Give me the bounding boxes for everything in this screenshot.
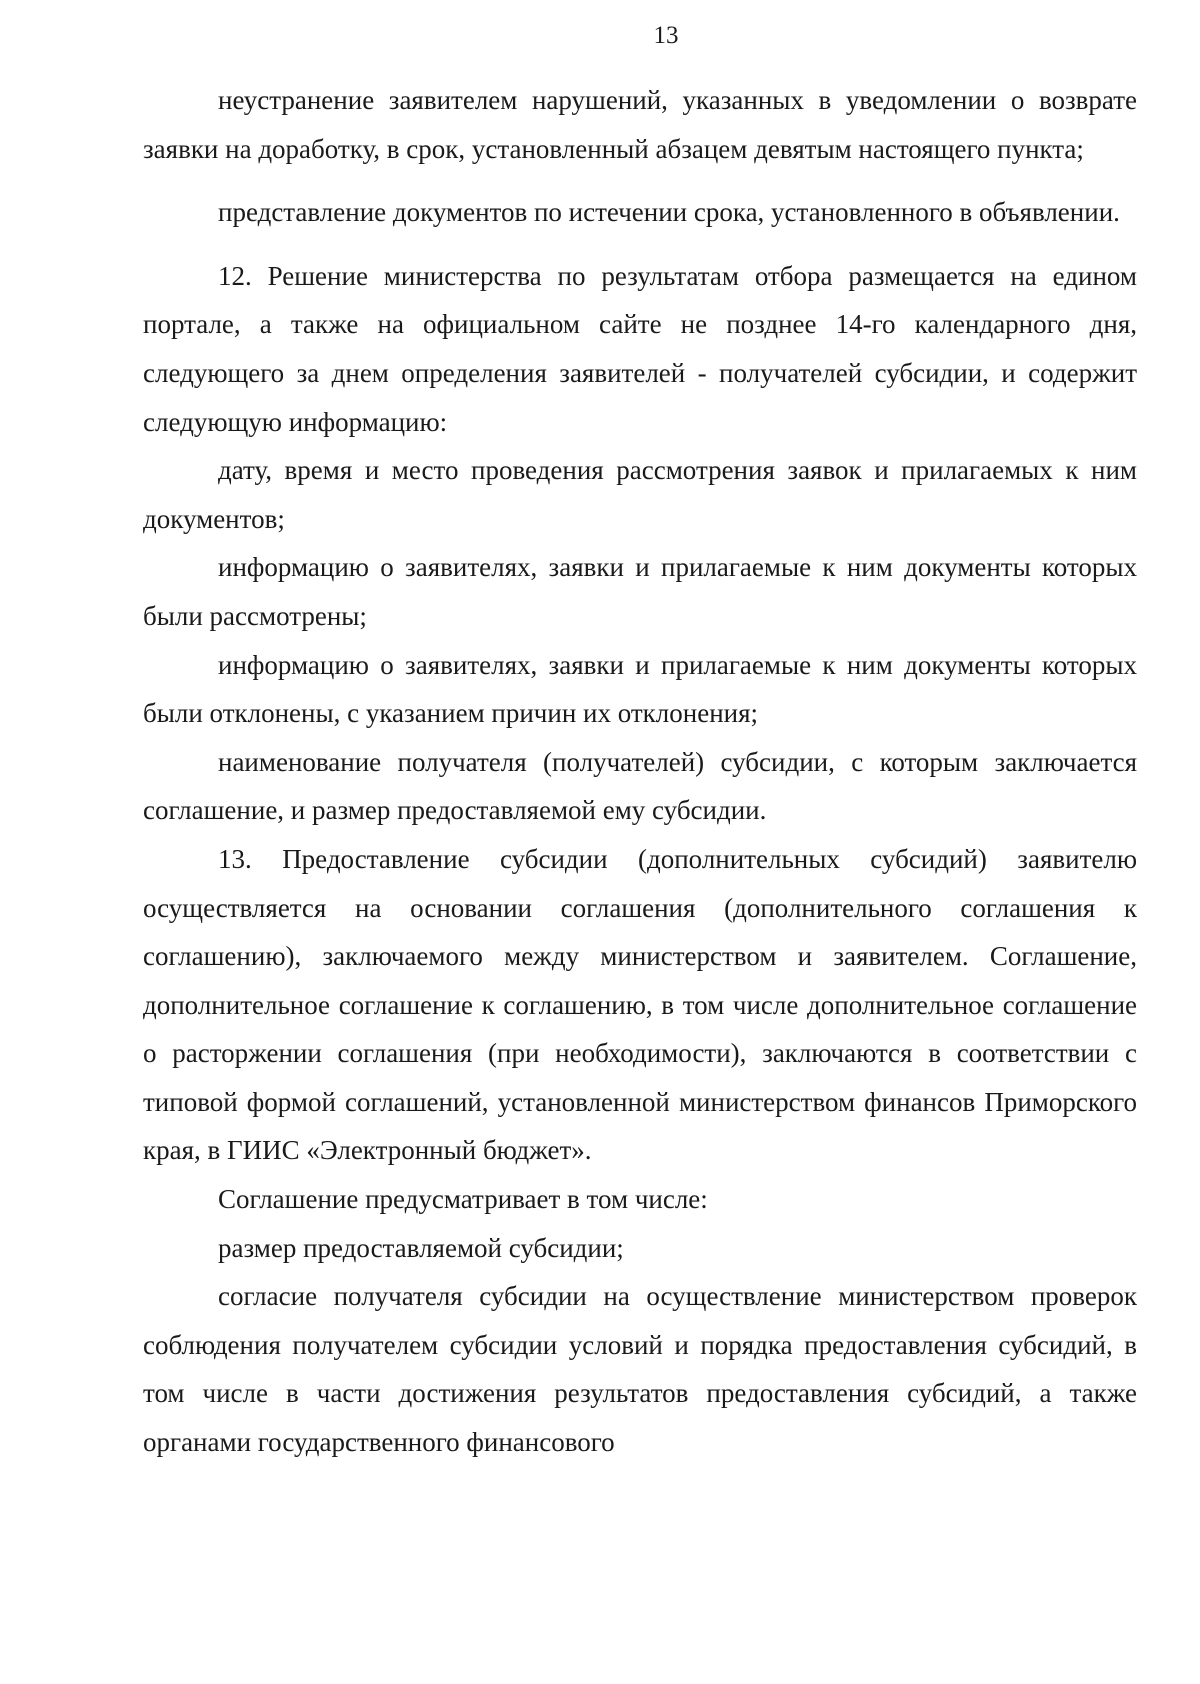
paragraph-date-time-place: дату, время и место проведения рассмотрения заявок и прилагаемых к ним документов; [143,455,1137,534]
paragraph-reviewed-applicants: информацию о заявителях, заявки и прилагаемые к ним документы которых были рассмотрены; [143,552,1137,631]
paragraph-violation-not-fixed: неустранение заявителем нарушений, указанных в уведомлении о возврате заявки на доработку, в срок, установленный абзацем девятым настоящего пункта; [143,85,1137,164]
paragraph-rejected-applicants: информацию о заявителях, заявки и прилагаемые к ним документы которых были отклонены, с указанием причин их отклонения; [143,649,1137,729]
paragraph-recipient-name: наименование получателя (получателей) субсидии, с которым заключается соглашение, и размер предоставляемой ему субсидии. [143,746,1137,826]
paragraph-section-13: 13. Предоставление субсидии (дополнительных субсидий) заявителю осуществляется на основании соглашения (дополнительного соглашения к соглашению), заключаемого между министерством и заявителем. Соглашение, дополнительное соглашение к соглашению, в том числе дополнительное соглашение о расторжении соглашения (при необходимости), заключаются в соответствии с типовой формой соглашений, установленной министерством финансов Приморского края, в ГИИС «Электронный бюджет». [143,843,1137,1166]
paragraph-consent-checks: согласие получателя субсидии на осуществление министерством проверок соблюдения получателем субсидии условий и порядка предоставления субсидий, в том числе в части достижения результатов предоставления субсидий, а также органами государственного финансового [143,1281,1137,1458]
paragraph-section-12: 12. Решение министерства по результатам отбора размещается на едином портале, а также на официальном сайте не позднее 14-го календарного дня, следующего за днем определения заявителей - получателей субсидии, и содержит следующую информацию: [143,260,1137,437]
paragraph-late-submission: представление документов по истечении срока, установленного в объявлении. [218,197,1120,228]
page-number: 13 [653,22,679,49]
document-body [143,76,1137,1467]
paragraph-agreement-provides: Соглашение предусматривает в том числе: [218,1184,708,1215]
paragraph-subsidy-amount: размер предоставляемой субсидии; [218,1232,624,1263]
